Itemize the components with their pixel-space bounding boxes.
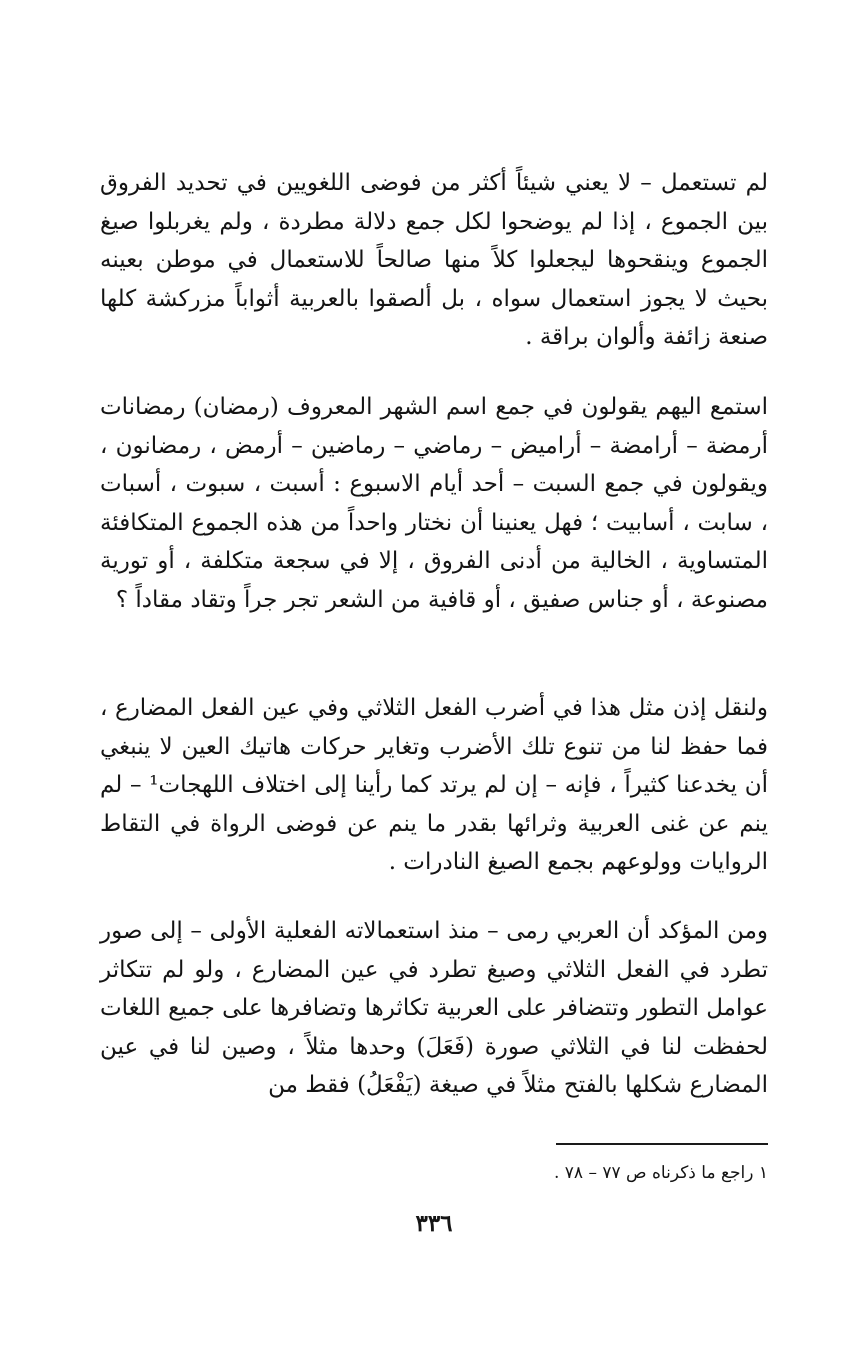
paragraph-4: ومن المؤكد أن العربي رمى – منذ استعمالاته الفعلية الأولى – إلى صور تطرد في الفعل الثلاثي وصيغ تطرد في عين المضارع ، ولو لم تتكاثر عوامل التطور وتتضافر على العربية تكاثرها وتضافرها على جميع اللغات لحفظت لنا في الثلاثي صورة (فَعَلَ) وحدها مثلاً ، وصين لنا في عين المضارع شكلها بالفتح مثلاً في صيغة (يَفْعَلُ) فقط من — [100, 918, 768, 1099]
paragraph-3: ولنقل إذن مثل هذا في أضرب الفعل الثلاثي وفي عين الفعل المضارع ، فما حفظ لنا من تنوع تلك الأضرب وتغاير حركات هاتيك العين لا ينبغي أن يخدعنا كثيراً ، فإنه – إن لم يرتد كما رأينا إلى اختلاف اللهجات¹ – لم ينم عن غنى العربية وثرائها بقدر ما ينم عن فوضى الرواة في التقاط الروايات وولوعهم بجمع الصيغ النادرات . — [100, 695, 769, 876]
paragraph-2: استمع اليهم يقولون في جمع اسم الشهر المعروف (رمضان) رمضانات أرمضة – أرامضة – أراميض – رماضي – رماضين – أرمض ، رمضانون ، ويقولون في جمع السبت – أحد أيام الاسبوع : أسبت ، سبوت ، أسبات ، سابت ، أسابيت ؛ فهل يعنينا أن نختار واحداً من هذه الجموع المتكافئة المتساوية ، الخالية من أدنى الفروق ، إلا في سجعة متكلفة ، أو تورية مصنوعة ، أو جناس صفيق ، أو قافية من الشعر تجر جراً وتقاد مقاداً ؟ — [100, 394, 768, 613]
paragraph-1: لم تستعمل – لا يعني شيئاً أكثر من فوضى اللغويين في تحديد الفروق بين الجموع ، إذا لم يوضحوا لكل جمع دلالة مطردة ، ولم يغربلوا صيغ الجموع وينقحوها ليجعلوا كلاً منها صالحاً للاستعمال في موطن بعينه بحيث لا يجوز استعمال سواه ، بل ألصقوا بالعربية أثواباً مزركشة كلها صنعة زائفة وألوان براقة . — [100, 170, 768, 351]
page-number: ٣٣٦ — [415, 1210, 453, 1237]
footnote-divider — [556, 1143, 768, 1145]
footnote: ١ راجع ما ذكرناه ص ٧٧ – ٧٨ . — [553, 1163, 768, 1183]
page-body — [100, 160, 768, 1250]
